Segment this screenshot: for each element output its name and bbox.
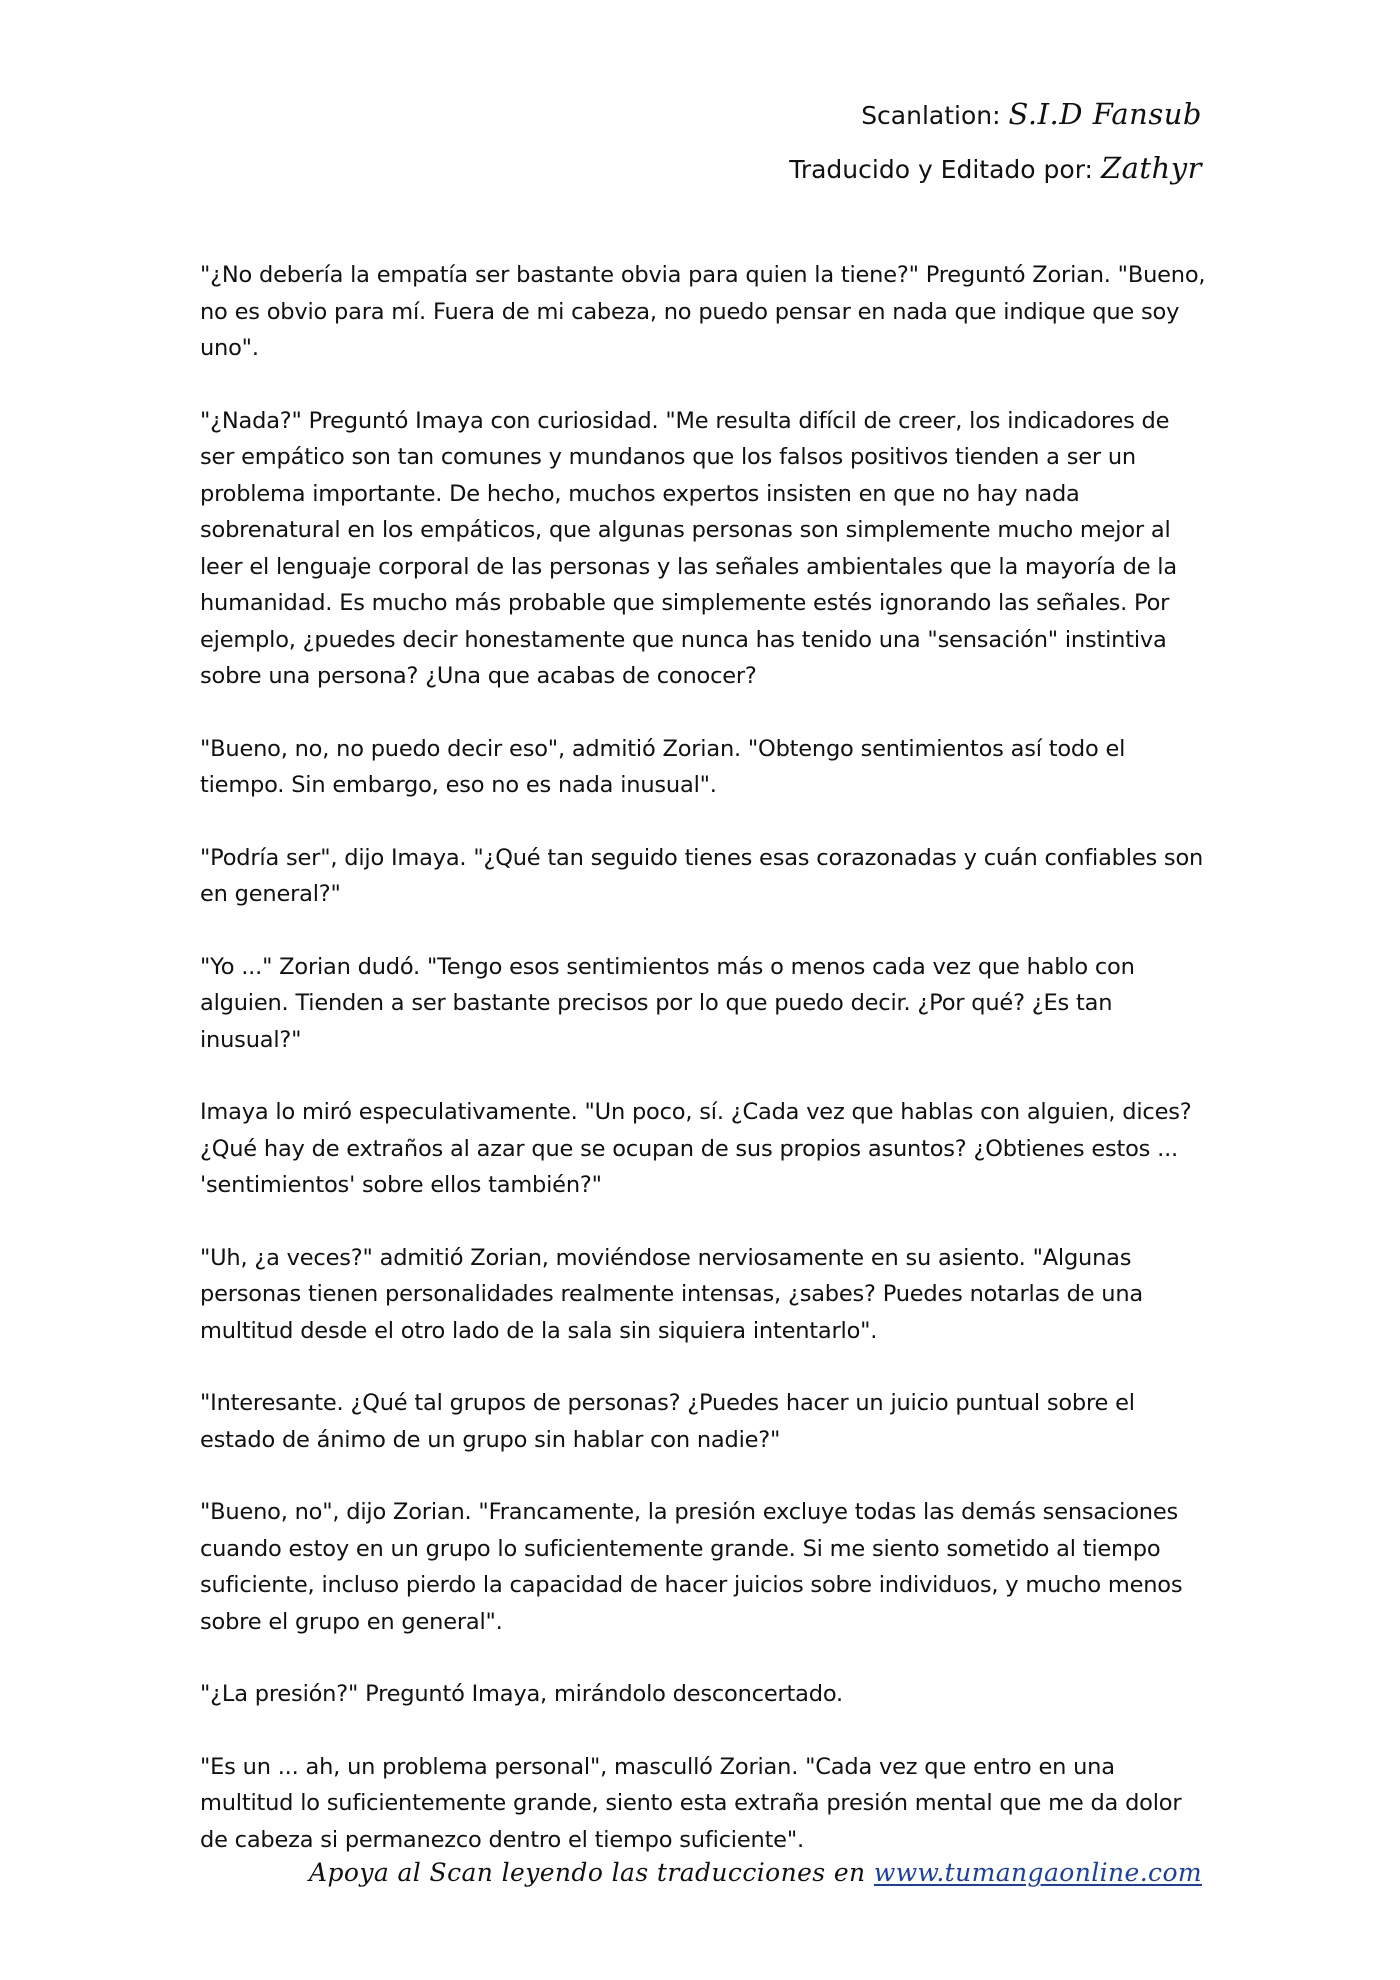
paragraph: "Podría ser", dijo Imaya. "¿Qué tan seguido tienes esas corazonadas y cuán confiables son en general?" — [200, 844, 1204, 907]
paragraph: "Yo ..." Zorian dudó. "Tengo esos sentimientos más o menos cada vez que hablo con alguien. Tienden a ser bastante precisos por lo que puedo decir. ¿Por qué? ¿Es tan inusual?" — [200, 953, 1135, 1053]
paragraph: "Bueno, no, no puedo decir eso", admitió Zorian. "Obtengo sentimientos así todo el tiempo. Sin embargo, eso no es nada inusual". — [200, 735, 1126, 798]
translator-label: Traducido y Editado por: — [789, 155, 1093, 184]
paragraph: "¿No debería la empatía ser bastante obvia para quien la tiene?" Preguntó Zorian. "Bueno, no es obvio para mí. Fuera de mi cabeza, no puedo pensar en nada que indique que soy uno". — [200, 262, 1206, 361]
translator-value: Zathyr — [1100, 151, 1202, 185]
support-footer — [309, 1858, 1202, 1887]
scanlation-value: S.I.D Fansub — [1008, 97, 1202, 131]
scanlation-credit — [789, 88, 1202, 142]
paragraph: "Interesante. ¿Qué tal grupos de personas? ¿Puedes hacer un juicio puntual sobre el estado de ánimo de un grupo sin hablar con nadie?" — [200, 1390, 1135, 1453]
paragraph: "Uh, ¿a veces?" admitió Zorian, moviéndose nerviosamente en su asiento. "Algunas personas tienen personalidades realmente intensas, ¿sabes? Puedes notarlas de una multitud desde el otro lado de la sala sin siquiera intentarlo". — [200, 1244, 1144, 1344]
scanlation-label: Scanlation: — [861, 101, 1001, 130]
paragraph: "Es un ... ah, un problema personal", masculló Zorian. "Cada vez que entro en una multitud lo suficientemente grande, siento esta extraña presión mental que me da dolor de cabeza si permanezco dentro el tiempo suficiente". — [200, 1753, 1182, 1853]
credits-header — [789, 88, 1202, 196]
paragraph: "Bueno, no", dijo Zorian. "Francamente, la presión excluye todas las demás sensaciones cuando estoy en un grupo lo suficientemente grande. Si me siento sometido al tiempo suficiente, incluso pierdo la capacidad de hacer juicios sobre individuos, y mucho menos sobre el grupo en general". — [200, 1499, 1183, 1635]
paragraph: Imaya lo miró especulativamente. "Un poco, sí. ¿Cada vez que hablas con alguien, dices? ¿Qué hay de extraños al azar que se ocupan de sus propios asuntos? ¿Obtienes estos ... 'sentimientos' sobre ellos también?" — [200, 1099, 1192, 1198]
translator-credit — [789, 142, 1202, 196]
paragraph: "¿Nada?" Preguntó Imaya con curiosidad. "Me resulta difícil de creer, los indicadores de ser empático son tan comunes y mundanos que los falsos positivos tienden a ser un problema importante. De hecho, muchos expertos insisten en que no hay nada sobrenatural en los empáticos, que algunas personas son simplemente mucho mejor al leer el lenguaje corporal de las personas y las señales ambientales que la mayoría de la humanidad. Es mucho más probable que simplemente estés ignorando las señales. Por ejemplo, ¿puedes decir honestamente que nunca has tenido una "sensación" instintiva sobre una persona? ¿Una que acabas de conocer? — [200, 407, 1177, 689]
story-text — [200, 257, 1210, 1894]
paragraph: "¿La presión?" Preguntó Imaya, mirándolo desconcertado. — [200, 1681, 843, 1707]
footer-link[interactable]: www.tumangaonline.com — [873, 1858, 1202, 1887]
footer-text: Apoya al Scan leyendo las traducciones en — [309, 1858, 866, 1887]
